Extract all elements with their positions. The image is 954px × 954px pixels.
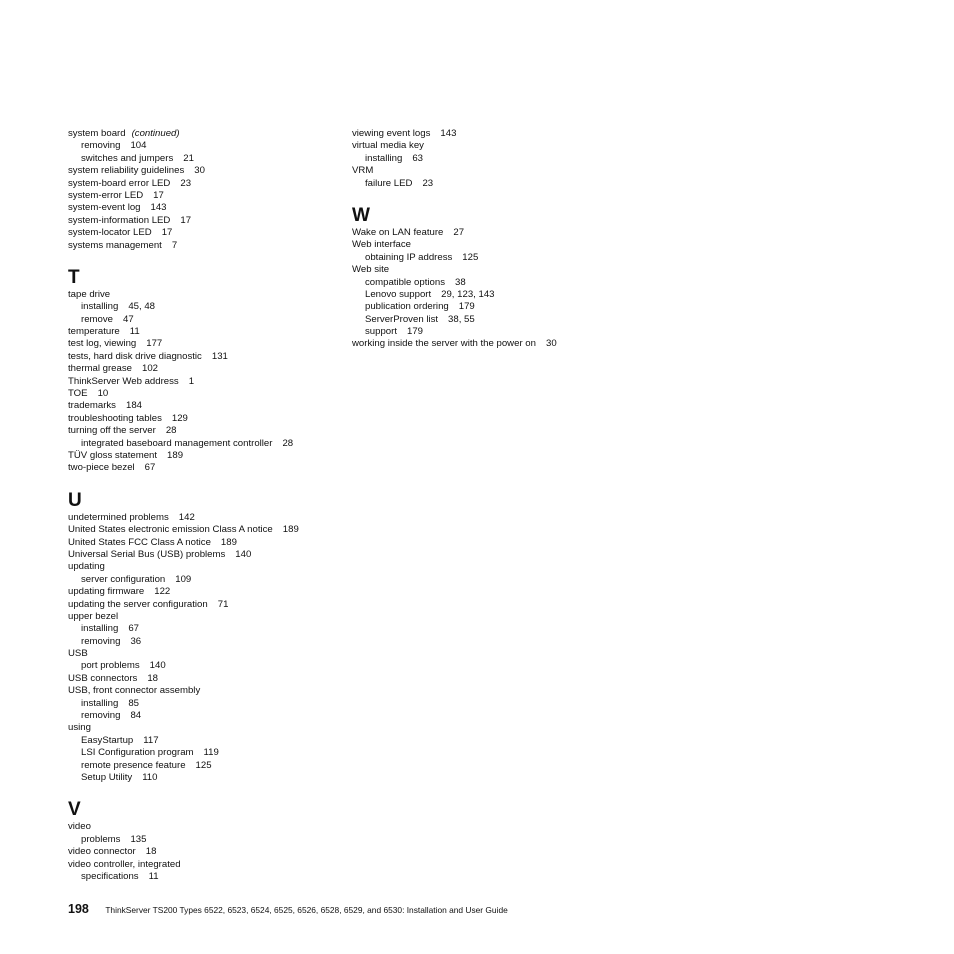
index-column-right: [352, 128, 642, 351]
index-entry: [68, 549, 358, 561]
page-reference: 102: [142, 363, 159, 375]
index-entry: [352, 264, 642, 276]
index-entry: [68, 425, 358, 437]
page-reference: 23: [422, 177, 434, 189]
index-subentry: [352, 289, 642, 301]
index-term: remote presence feature: [81, 759, 186, 771]
page-reference: 45, 48: [128, 301, 156, 313]
index-term: video controller, integrated: [68, 858, 181, 870]
index-letter-heading: T: [68, 266, 80, 288]
index-term: video: [68, 821, 91, 833]
page-reference: 179: [458, 301, 475, 313]
index-term: updating the server configuration: [68, 598, 208, 610]
index-term: system-information LED: [68, 214, 171, 226]
page-reference: 18: [147, 672, 158, 684]
page-reference: 143: [440, 128, 457, 139]
index-term: upper bezel: [68, 610, 119, 622]
index-subentry: [352, 178, 642, 190]
index-entry: [352, 140, 642, 152]
index-subentry: [68, 636, 358, 648]
index-subentry: [68, 301, 358, 313]
page-reference: 63: [412, 152, 424, 164]
page-reference: 67: [144, 462, 156, 474]
index-subentry: [68, 735, 358, 747]
index-entry: [68, 512, 358, 524]
page-reference: 30: [545, 338, 557, 350]
page-reference: 140: [235, 548, 252, 560]
page-number: 198: [68, 902, 89, 916]
index-entry: [68, 722, 358, 734]
index-term: ThinkServer Web address: [68, 375, 179, 387]
index-entry: [68, 846, 358, 858]
index-term: publication ordering: [365, 301, 449, 313]
index-term: working inside the server with the power on: [352, 338, 536, 350]
index-entry: [68, 289, 358, 301]
page-reference: 142: [178, 511, 195, 523]
index-entry: [68, 859, 358, 871]
index-term: troubleshooting tables: [68, 412, 162, 424]
index-term: video connector: [68, 846, 136, 858]
page-reference: 67: [128, 623, 140, 635]
page-reference: 117: [143, 734, 159, 746]
page-reference: 29, 123, 143: [441, 288, 495, 300]
index-entry: [352, 128, 642, 140]
index-subentry: [68, 314, 358, 326]
continued-label: (continued): [131, 128, 180, 139]
index-entry: [68, 648, 358, 660]
index-term: United States FCC Class A notice: [68, 536, 211, 548]
index-entry: [68, 599, 358, 611]
index-column-left: [68, 128, 358, 883]
index-entry: [68, 524, 358, 536]
page-reference: 179: [407, 326, 424, 338]
index-term: system board: [68, 128, 126, 139]
index-term: system-locator LED: [68, 227, 152, 239]
index-entry: [68, 190, 358, 202]
index-term: LSI Configuration program: [81, 747, 194, 759]
page-reference: 27: [453, 226, 465, 238]
page-reference: 110: [142, 771, 158, 783]
index-term: switches and jumpers: [81, 152, 174, 164]
page-reference: 189: [167, 449, 184, 461]
page-reference: 47: [123, 313, 134, 325]
index-subentry: [68, 660, 358, 672]
index-entry: [68, 673, 358, 685]
index-term: TÜV gloss statement: [68, 449, 158, 461]
index-term: Lenovo support: [365, 288, 432, 300]
index-term: installing: [81, 301, 119, 313]
index-entry: [68, 413, 358, 425]
index-entry: [68, 215, 358, 227]
index-term: system reliability guidelines: [68, 165, 185, 177]
index-entry: [352, 239, 642, 251]
page-reference: 21: [183, 152, 194, 164]
index-term: integrated baseboard management controller: [81, 437, 273, 449]
index-entry: [352, 165, 642, 177]
page-reference: 84: [130, 710, 142, 722]
index-term: installing: [81, 623, 119, 635]
index-subentry: [352, 277, 642, 289]
index-term: updating: [68, 561, 105, 573]
index-entry: [68, 240, 358, 252]
index-term: Wake on LAN feature: [352, 226, 444, 238]
index-term: ServerProven list: [365, 313, 439, 325]
index-term: specifications: [81, 870, 139, 882]
index-subentry: [68, 153, 358, 165]
page-reference: 177: [146, 338, 163, 350]
index-entry: [68, 586, 358, 598]
page-reference: 71: [217, 598, 229, 610]
page-reference: 143: [150, 202, 167, 214]
index-entry: [68, 351, 358, 363]
index-entry: [68, 202, 358, 214]
index-term: system-board error LED: [68, 177, 171, 189]
page-reference: 125: [462, 251, 479, 263]
page-reference: 104: [130, 140, 147, 152]
index-term: remove: [81, 313, 113, 325]
index-term: temperature: [68, 326, 120, 338]
index-subentry: [68, 623, 358, 635]
page-reference: 125: [195, 759, 212, 771]
index-term: USB: [68, 648, 88, 660]
index-entry: [68, 561, 358, 573]
index-term: updating firmware: [68, 586, 145, 598]
page-reference: 10: [97, 388, 109, 400]
index-entry: [68, 165, 358, 177]
index-subentry: [68, 871, 358, 883]
page-reference: 109: [175, 573, 192, 585]
index-entry: [68, 400, 358, 412]
page-reference: 189: [220, 536, 237, 548]
index-entry: [68, 363, 358, 375]
index-term: systems management: [68, 239, 162, 251]
index-entry: [68, 128, 358, 140]
index-term: installing: [81, 697, 119, 709]
index-term: system-event log: [68, 202, 141, 214]
page-reference: 129: [171, 412, 188, 424]
index-term: system-error LED: [68, 189, 144, 201]
index-term: failure LED: [365, 177, 413, 189]
page-reference: 38, 55: [448, 313, 475, 325]
index-term: using: [68, 722, 91, 734]
index-entry: [68, 685, 358, 697]
index-entry: [68, 338, 358, 350]
index-subentry: [68, 438, 358, 450]
page-reference: 11: [129, 326, 140, 338]
index-term: VRM: [352, 165, 374, 177]
index-term: Web site: [352, 264, 390, 276]
page-reference: 1: [188, 375, 195, 387]
index-term: virtual media key: [352, 140, 424, 152]
index-subentry: [68, 574, 358, 586]
index-entry: [68, 611, 358, 623]
index-term: Web interface: [352, 239, 412, 251]
index-letter-heading: V: [68, 799, 81, 821]
running-footer-title: ThinkServer TS200 Types 6522, 6523, 6524, 6525, 6526, 6528, 6529, and 6530: Installation and User Guide: [105, 905, 508, 915]
index-term: problems: [81, 833, 121, 845]
index-subentry: [68, 834, 358, 846]
index-term: viewing event logs: [352, 128, 431, 139]
index-term: TOE: [68, 388, 88, 400]
index-entry: [68, 388, 358, 400]
index-term: Setup Utility: [81, 771, 133, 783]
index-entry: [68, 227, 358, 239]
index-entry: [352, 338, 642, 350]
index-term: EasyStartup: [81, 734, 134, 746]
index-entry: [68, 462, 358, 474]
index-entry: [68, 537, 358, 549]
index-term: trademarks: [68, 400, 116, 412]
index-entry: [68, 821, 358, 833]
index-subentry: [352, 252, 642, 264]
index-term: undetermined problems: [68, 511, 169, 523]
page-reference: 17: [153, 189, 164, 201]
index-entry: [68, 326, 358, 338]
page-footer: [68, 900, 508, 918]
index-entry: [352, 227, 642, 239]
index-subentry: [352, 301, 642, 313]
index-term: two-piece bezel: [68, 462, 135, 474]
index-subentry: [68, 747, 358, 759]
page-reference: 36: [130, 635, 142, 647]
page-reference: 38: [455, 276, 466, 288]
page-reference: 30: [194, 165, 205, 177]
index-term: installing: [365, 152, 403, 164]
page-reference: 28: [165, 425, 177, 437]
page-reference: 23: [180, 177, 192, 189]
index-subentry: [68, 772, 358, 784]
page-reference: 135: [130, 833, 147, 845]
page-reference: 131: [211, 350, 228, 362]
index-term: Universal Serial Bus (USB) problems: [68, 548, 226, 560]
index-term: United States electronic emission Class A notice: [68, 524, 273, 536]
index-letter-heading: W: [352, 204, 370, 226]
index-term: support: [365, 326, 397, 338]
index-entry: [68, 178, 358, 190]
index-subentry: [68, 760, 358, 772]
page-reference: 11: [148, 870, 159, 882]
index-letter-heading: U: [68, 489, 82, 511]
index-term: USB, front connector assembly: [68, 685, 201, 697]
index-subentry: [352, 326, 642, 338]
page-reference: 189: [282, 524, 299, 536]
page-reference: 17: [161, 227, 173, 239]
index-subentry: [352, 314, 642, 326]
index-term: tape drive: [68, 288, 111, 300]
index-subentry: [68, 710, 358, 722]
index-entry: [68, 450, 358, 462]
index-subentry: [68, 698, 358, 710]
index-term: test log, viewing: [68, 338, 137, 350]
index-term: removing: [81, 710, 121, 722]
index-term: port problems: [81, 660, 140, 672]
index-term: compatible options: [365, 276, 445, 288]
page-reference: 119: [203, 747, 219, 759]
index-term: thermal grease: [68, 363, 132, 375]
index-term: tests, hard disk drive diagnostic: [68, 350, 202, 362]
index-term: turning off the server: [68, 425, 156, 437]
page-reference: 184: [125, 400, 142, 412]
index-term: removing: [81, 140, 121, 152]
page-reference: 140: [149, 660, 166, 672]
page-reference: 85: [128, 697, 140, 709]
index-term: server configuration: [81, 573, 166, 585]
page-reference: 7: [171, 239, 178, 251]
page-reference: 122: [154, 586, 171, 598]
index-entry: [68, 376, 358, 388]
page-reference: 28: [282, 437, 294, 449]
index-term: removing: [81, 635, 121, 647]
index-subentry: [352, 153, 642, 165]
page-reference: 17: [180, 214, 192, 226]
index-subentry: [68, 140, 358, 152]
page-reference: 18: [145, 846, 157, 858]
index-term: USB connectors: [68, 672, 138, 684]
index-term: obtaining IP address: [365, 251, 453, 263]
